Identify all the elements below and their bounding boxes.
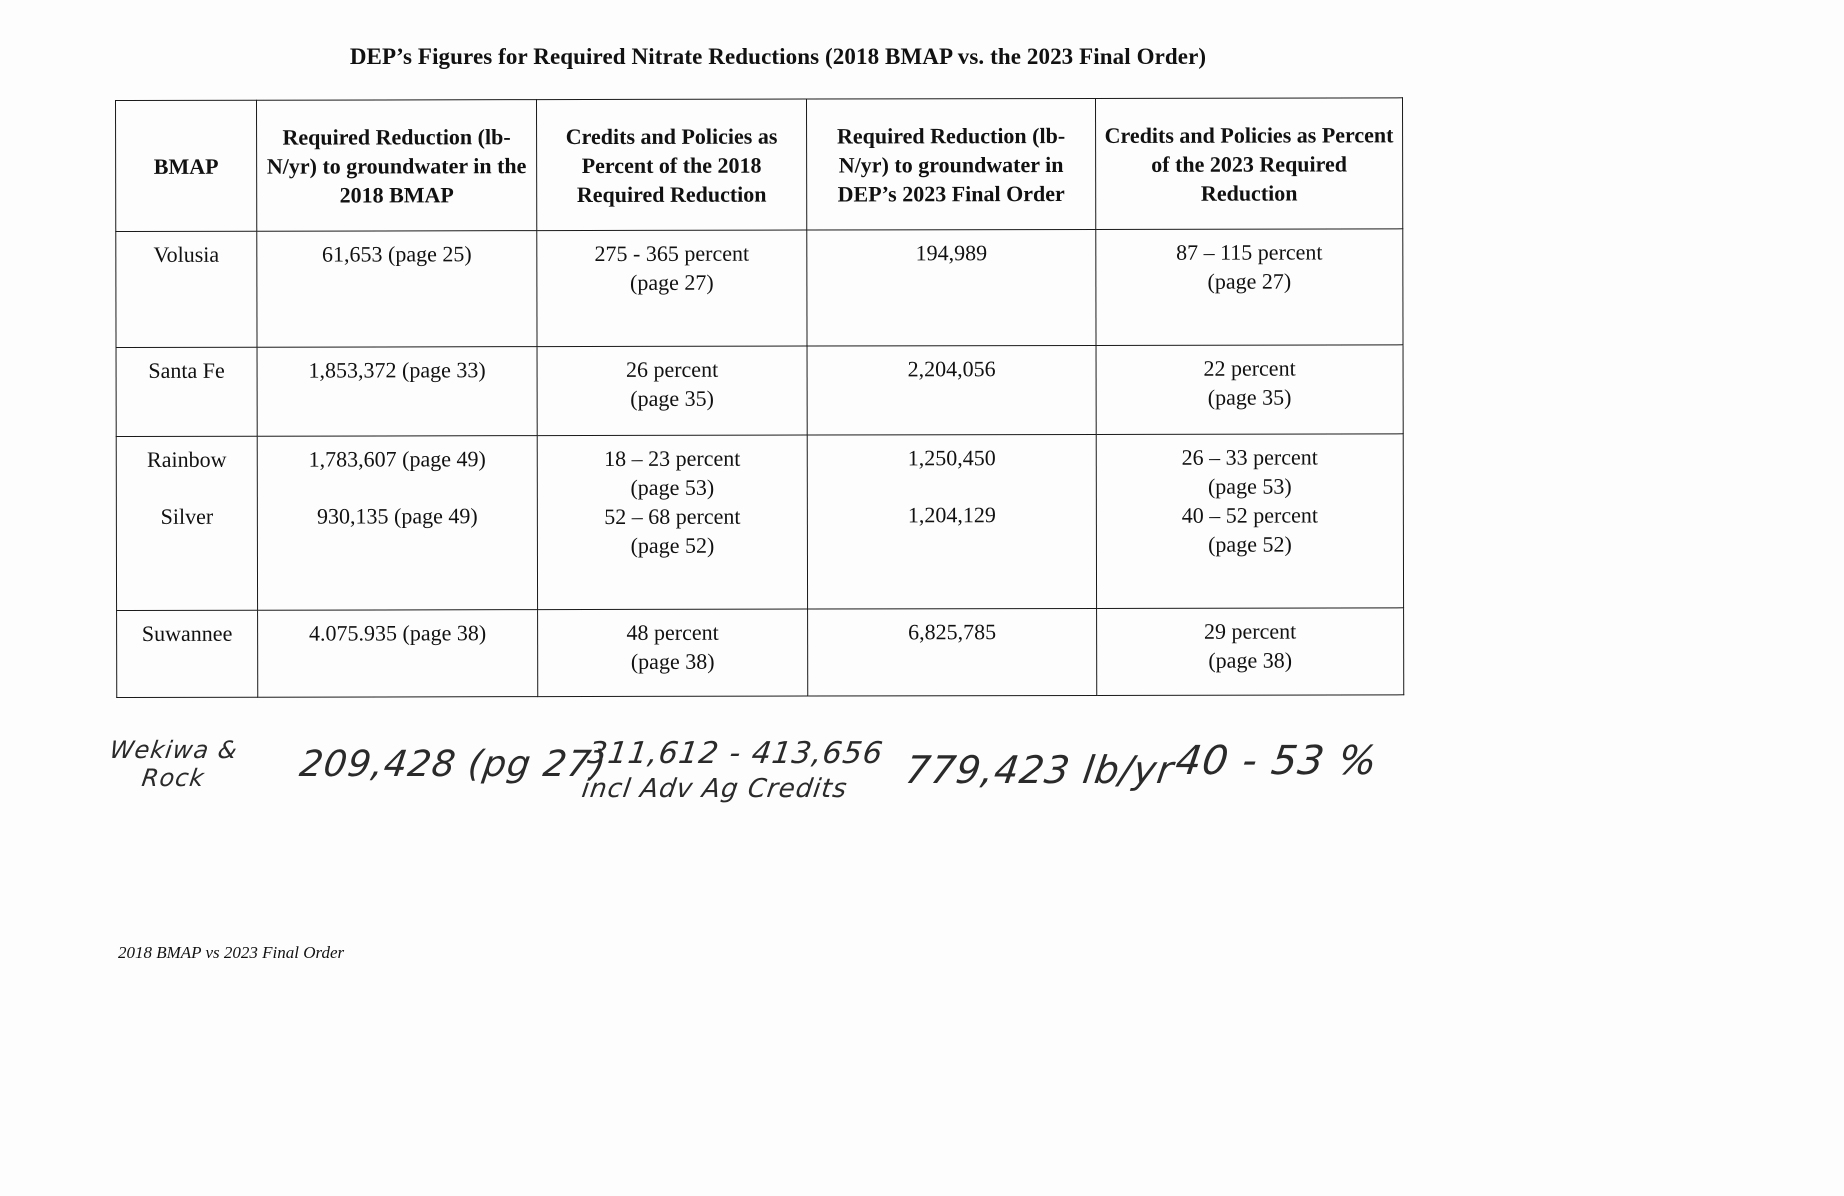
credits-2018-silver: 52 – 68 percent bbox=[604, 503, 741, 529]
handwritten-required-2018: 209,428 (pg 27) bbox=[297, 744, 610, 785]
credits-2023-value: 87 – 115 percent bbox=[1176, 239, 1323, 265]
nitrate-reduction-table bbox=[115, 97, 1404, 698]
credits-2023-page: (page 38) bbox=[1208, 647, 1293, 673]
handwritten-name-line1: Wekiwa & bbox=[108, 736, 240, 764]
cell-required-2018: 1,853,372 (page 33) bbox=[257, 347, 537, 437]
cell-bmap-name: Suwannee bbox=[117, 610, 258, 697]
handwritten-bmap-name bbox=[104, 736, 252, 792]
cell-required-2023: 194,989 bbox=[807, 229, 1096, 346]
cell-credits-2018 bbox=[538, 609, 808, 697]
credits-2023-value: 22 percent bbox=[1203, 355, 1296, 381]
header-credits-percent-2023: Credits and Policies as Percent of the 2023 Required Reduction bbox=[1095, 98, 1402, 230]
page-footer: 2018 BMAP vs 2023 Final Order bbox=[118, 943, 345, 962]
required-2018-rainbow: 1,783,607 (page 49) bbox=[308, 446, 486, 472]
cell-required-2023: 6,825,785 bbox=[808, 608, 1097, 696]
cell-required-2018: 61,653 (page 25) bbox=[257, 231, 537, 348]
handwritten-credits-2018-note: incl Adv Ag Credits bbox=[579, 774, 850, 804]
credits-2018-page: (page 27) bbox=[630, 269, 714, 295]
required-2023-silver: 1,204,129 bbox=[907, 502, 996, 528]
credits-2018-value: 48 percent bbox=[626, 619, 719, 645]
table-header-row bbox=[116, 98, 1403, 232]
header-bmap: BMAP bbox=[116, 100, 257, 231]
table-row-suwannee bbox=[117, 608, 1404, 698]
table-row-volusia bbox=[116, 229, 1403, 348]
cell-credits-2023 bbox=[1096, 229, 1403, 346]
credits-2023-page: (page 27) bbox=[1207, 268, 1292, 294]
row-spacer bbox=[816, 472, 1088, 501]
bmap-name-silver: Silver bbox=[160, 503, 214, 529]
bmap-name-rainbow: Rainbow bbox=[146, 446, 227, 472]
credits-2018-page: (page 35) bbox=[630, 385, 714, 411]
document-title: DEP’s Figures for Required Nitrate Reductions (2018 BMAP vs. the 2023 Final Order) bbox=[349, 44, 1207, 69]
cell-required-2023: 2,204,056 bbox=[807, 345, 1096, 435]
cell-credits-2023 bbox=[1097, 608, 1404, 696]
credits-2023-rainbow-page: (page 53) bbox=[1207, 473, 1292, 499]
cell-credits-2018 bbox=[537, 346, 807, 436]
cell-bmap-name: Santa Fe bbox=[116, 347, 257, 436]
handwritten-required-2023: 779,423 lb/yr bbox=[902, 748, 1177, 792]
cell-required-2018: 4.075.935 (page 38) bbox=[258, 610, 538, 698]
row-spacer bbox=[125, 474, 249, 502]
credits-2018-silver-page: (page 52) bbox=[630, 532, 715, 558]
required-2018-silver: 930,135 (page 49) bbox=[317, 503, 478, 529]
credits-2023-page: (page 35) bbox=[1207, 384, 1292, 410]
credits-2023-silver: 40 – 52 percent bbox=[1181, 502, 1319, 528]
cell-credits-2023 bbox=[1096, 345, 1403, 435]
cell-bmap-name: Volusia bbox=[116, 231, 257, 347]
credits-2018-page: (page 38) bbox=[630, 648, 715, 674]
cell-required-2018 bbox=[257, 436, 537, 611]
handwritten-credits-2023: 40 - 53 % bbox=[1172, 738, 1381, 784]
required-2023-rainbow: 1,250,450 bbox=[907, 445, 996, 471]
credits-2023-rainbow: 26 – 33 percent bbox=[1181, 444, 1318, 470]
header-required-reduction-2023: Required Reduction (lb-N/yr) to groundwater in DEP’s 2023 Final Order bbox=[806, 98, 1095, 230]
cell-bmap-name bbox=[116, 436, 257, 610]
credits-2018-value: 275 - 365 percent bbox=[594, 240, 750, 266]
credits-2018-value: 26 percent bbox=[625, 356, 719, 382]
row-spacer bbox=[266, 473, 529, 502]
handwritten-credits-2018: 311,612 - 413,656 bbox=[585, 736, 886, 771]
cell-credits-2018 bbox=[537, 435, 807, 610]
credits-2023-value: 29 percent bbox=[1203, 618, 1297, 644]
table-row-rainbow-silver bbox=[116, 434, 1403, 611]
cell-credits-2023 bbox=[1096, 434, 1403, 609]
table-row-santa-fe bbox=[116, 345, 1403, 437]
header-credits-percent-2018: Credits and Policies as Percent of the 2018 Required Reduction bbox=[537, 99, 807, 231]
cell-required-2023 bbox=[807, 434, 1096, 609]
credits-2018-rainbow: 18 – 23 percent bbox=[604, 445, 741, 471]
credits-2023-silver-page: (page 52) bbox=[1208, 531, 1292, 557]
handwritten-name-line2: Rock bbox=[140, 764, 207, 792]
credits-2018-rainbow-page: (page 53) bbox=[630, 474, 715, 500]
header-required-reduction-2018: Required Reduction (lb-N/yr) to groundwater in the 2018 BMAP bbox=[257, 100, 537, 232]
cell-credits-2018 bbox=[537, 230, 807, 347]
